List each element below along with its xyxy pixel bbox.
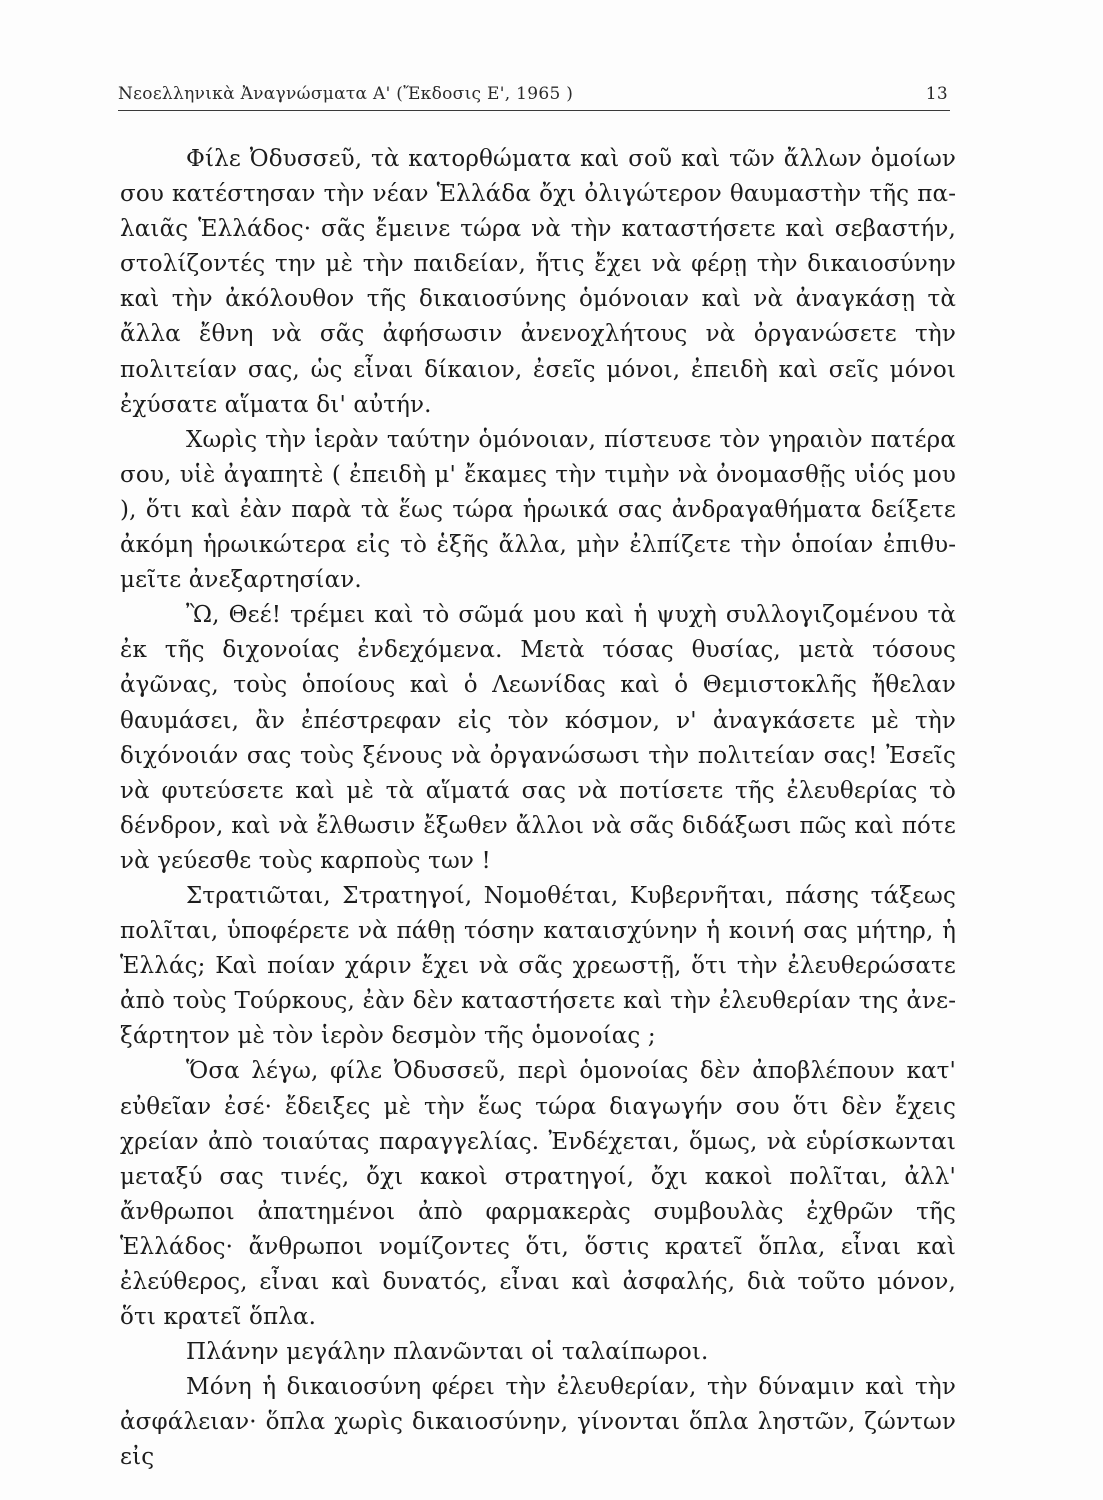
running-title: Νεοελληνικὰ Ἀναγνώσματα Α' (Ἔκδοσις Ε', 1965 ) <box>118 84 574 104</box>
header-rule <box>118 110 950 111</box>
body-text <box>120 142 956 1476</box>
paragraph: Φίλε Ὀδυσσεῦ, τὰ κατορθώματα καὶ σοῦ καὶ τῶν ἄλλων ὁμοίων σου κατέστησαν τὴν νέαν Ἑλλάδα ὄχι ὀλιγώτερον θαυμαστὴν τῆς παλαιᾶς Ἑλλάδος· σᾶς ἔμεινε τώρα νὰ τὴν καταστήσετε καὶ σεβαστήν, στολίζοντές την μὲ τὴν παιδείαν, ἥτις ἔχει νὰ φέρῃ τὴν δικαιοσύνην καὶ τὴν ἀκόλουθον τῆς δικαιοσύνης ὁμόνοιαν καὶ νὰ ἀναγκάσῃ τὰ ἄλλα ἔθνη νὰ σᾶς ἀφήσωσιν ἀνενοχλήτους νὰ ὀργανώσετε τὴν πολιτείαν σας, ὡς εἶναι δίκαιον, ἐσεῖς μόνοι, ἐπειδὴ καὶ σεῖς μόνοι ἐχύσατε αἵματα δι' αὐτήν. <box>120 146 956 418</box>
paragraph: Χωρὶς τὴν ἱερὰν ταύτην ὁμόνοιαν, πίστευσε τὸν γηραιὸν πατέρα σου, υἱὲ ἀγαπητὲ ( ἐπειδὴ μ' ἔκαμες τὴν τιμὴν νὰ ὀνομασθῇς υἱός μου ), ὅτι καὶ ἐὰν παρὰ τὰ ἕως τώρα ἡρωικά σας ἀνδραγαθήματα δείξετε ἀκόμη ἡρωικώτερα εἰς τὸ ἑξῆς ἄλλα, μὴν ἐλπίζετε τὴν ὁποίαν ἐπιθυμεῖτε ἀνεξαρτησίαν. <box>120 426 956 594</box>
paragraph: Ὅσα λέγω, φίλε Ὀδυσσεῦ, περὶ ὁμονοίας δὲν ἀποβλέπουν κατ' εὐθεῖαν ἐσέ· ἔδειξες μὲ τὴν ἕως τώρα διαγωγήν σου ὅτι δὲν ἔχεις χρείαν ἀπὸ τοιαύτας παραγγελίας. Ἐνδέχεται, ὅμως, νὰ εὑρίσκωνται μεταξύ σας τινές, ὄχι κακοὶ στρατηγοί, ὄχι κακοὶ πολῖται, ἀλλ' ἄνθρωποι ἀπατημένοι ἀπὸ φαρμακερὰς συμβουλὰς ἐχθρῶν τῆς Ἑλλάδος· ἄνθρωποι νομίζοντες ὅτι, ὅστις κρατεῖ ὅπλα, εἶναι καὶ ἐλεύθερος, εἶναι καὶ δυνατός, εἶναι καὶ ἀσφαλής, διὰ τοῦτο μόνον, ὅτι κρατεῖ ὅπλα. <box>120 1058 956 1331</box>
running-head <box>118 70 948 104</box>
paragraph: Μόνη ἡ δικαιοσύνη φέρει τὴν ἐλευθερίαν, τὴν δύναμιν καὶ τὴν ἀσφάλειαν· ὅπλα χωρὶς δικαιοσύνην, γίνονται ὅπλα ληστῶν, ζώντων εἰς <box>120 1374 956 1471</box>
paragraph: Στρατιῶται, Στρατηγοί, Νομοθέται, Κυβερνῆται, πάσης τάξεως πολῖται, ὑποφέρετε νὰ πάθῃ τόσην καταισχύνην ἡ κοινή σας μήτηρ, ἡ Ἑλλάς; Καὶ ποίαν χάριν ἔχει νὰ σᾶς χρεωστῇ, ὅτι τὴν ἐλευθερώσατε ἀπὸ τοὺς Τούρκους, ἐὰν δὲν καταστήσετε καὶ τὴν ἐλευθερίαν της ἀνεξάρτητον μὲ τὸν ἱερὸν δεσμὸν τῆς ὁμονοίας ; <box>120 882 956 1050</box>
page-number: 13 <box>925 84 948 104</box>
paragraph: Πλάνην μεγάλην πλανῶνται οἱ ταλαίπωροι. <box>186 1339 709 1366</box>
paragraph: Ὢ, Θεέ! τρέμει καὶ τὸ σῶμά μου καὶ ἡ ψυχὴ συλλογιζομένου τὰ ἐκ τῆς διχονοίας ἐνδεχόμενα. Μετὰ τόσας θυσίας, μετὰ τόσους ἀγῶνας, τοὺς ὁποίους καὶ ὁ Λεωνίδας καὶ ὁ Θεμιστοκλῆς ἤθελαν θαυμάσει, ἂν ἐπέστρεφαν εἰς τὸν κόσμον, ν' ἀναγκάσετε μὲ τὴν διχόνοιάν σας τοὺς ξένους νὰ ὀργανώσωσι τὴν πολιτείαν σας! Ἐσεῖς νὰ φυτεύσετε καὶ μὲ τὰ αἵματά σας νὰ ποτίσετε τῆς ἐλευθερίας τὸ δένδρον, καὶ νὰ ἔλθωσιν ἔξωθεν ἄλλοι νὰ σᾶς διδάξωσι πῶς καὶ πότε νὰ γεύεσθε τοὺς καρποὺς των ! <box>120 602 956 874</box>
